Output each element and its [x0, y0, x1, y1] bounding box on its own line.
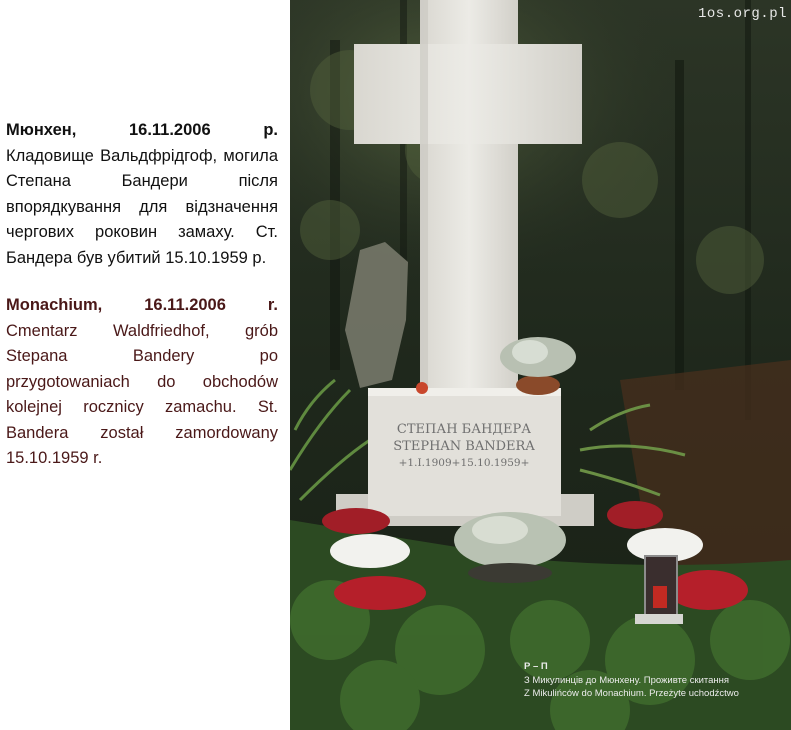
- caption-polish: [6, 293, 278, 472]
- caption-column: [6, 118, 278, 494]
- inscription-line-3: +1.I.1909+15.10.1959+: [398, 457, 530, 469]
- caption-ua-date: 16.11.2006: [128, 121, 211, 139]
- caption-polish-heading: [6, 293, 278, 319]
- caption-ua-suffix: р.: [263, 121, 278, 139]
- watermark: 1os.org.pl: [697, 6, 787, 22]
- inscription-line-2: STEPHAN BANDERA: [393, 439, 535, 454]
- caption-pl-date: 16.11.2006: [144, 296, 226, 314]
- credit-title: Р – П: [524, 661, 548, 672]
- caption-pl-suffix: r.: [267, 296, 278, 314]
- grave-photo-illustration: [290, 0, 791, 730]
- caption-ukrainian: [6, 118, 278, 271]
- caption-pl-body: Cmentarz Waldfriedhof, grób Stepana Bandery po przygotowaniach do obchodów kolejnej rocznicy zamachu. St. Bandera został zamordowany 15.10.1959 r.: [6, 321, 278, 467]
- caption-ua-body: Кладовище Вальдфрідгоф, могила Степана Бандери після впорядкування для відзначення чергових роковин замаху. Ст. Бандера був убитий 15.10.1959 р.: [6, 146, 278, 267]
- photo-credit: [524, 660, 786, 701]
- caption-ua-city: Мюнхен,: [6, 121, 77, 139]
- credit-line-ua: З Микулинців до Мюнхену. Проживте скитання: [524, 674, 730, 686]
- grave-photo: [290, 0, 791, 730]
- inscription-line-1: СТЕПАН БАНДЕРА: [396, 422, 532, 437]
- credit-line-pl: Z Mikulińców do Monachium. Przeżyte uchodźctwo: [524, 688, 739, 699]
- caption-pl-city: Monachium,: [6, 296, 103, 314]
- caption-ukrainian-heading: [6, 118, 278, 144]
- inscription: [393, 422, 535, 469]
- single-flower: [416, 382, 428, 394]
